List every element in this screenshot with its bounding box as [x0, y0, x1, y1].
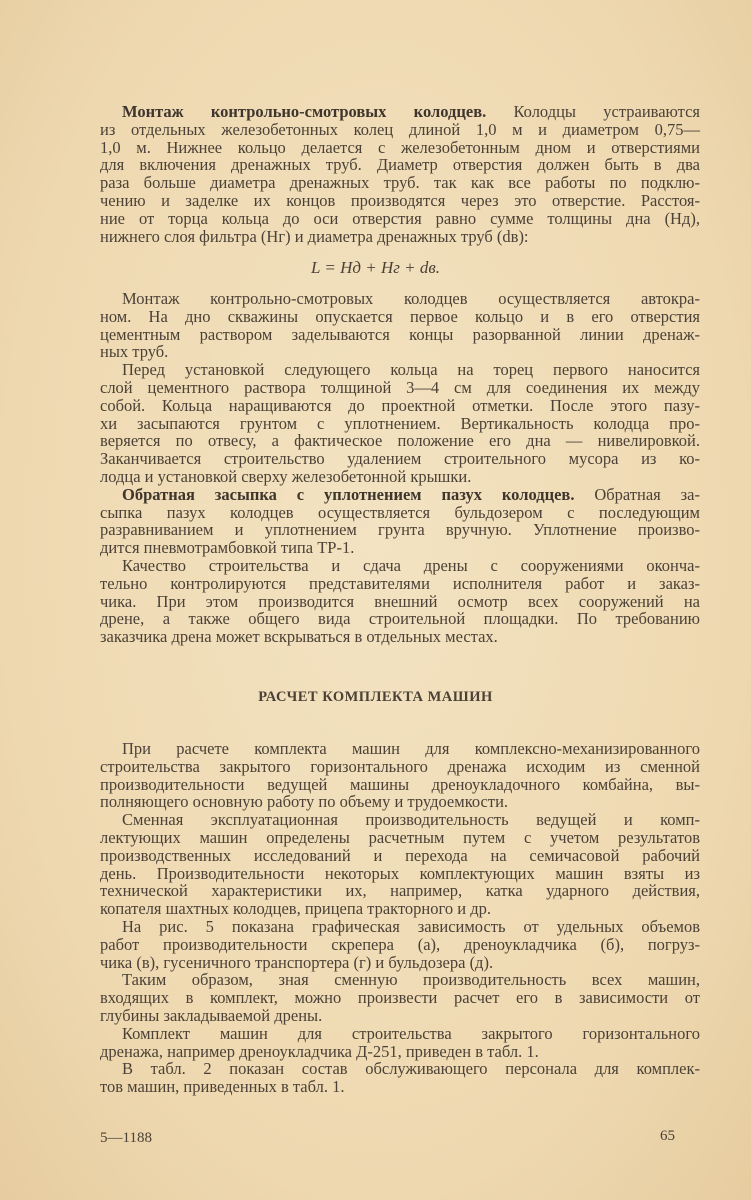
paragraph-line: [100, 936, 700, 954]
page-number: 65: [660, 1128, 675, 1144]
paragraph-line: [100, 971, 700, 989]
paragraph-line: [100, 628, 700, 646]
paragraph-line: [100, 829, 700, 847]
line-text: слой цементного раствора толщиной 3—4 см для соединения их между: [100, 377, 700, 397]
paragraph-line: [100, 174, 700, 192]
paragraph-line: [100, 210, 700, 228]
line-text: производительности ведущей машины дреноукладочного комбайна, вы-: [100, 774, 700, 794]
line-text: для включения дренажных труб. Диаметр отверстия должен быть в два: [100, 155, 700, 175]
line-text: цементным раствором заделываются концы разорванной линии дренаж-: [100, 324, 700, 344]
paragraph-line: [100, 192, 700, 210]
paragraph-line: [100, 758, 700, 776]
paragraph-line: [100, 882, 700, 900]
line-text: чика. При этом производится внешний осмотр всех сооружений на: [100, 591, 700, 611]
line-text: заказчика дрена может вскрываться в отдельных местах.: [100, 627, 498, 647]
paragraph-line: [100, 308, 700, 326]
paragraph-line: [100, 415, 700, 433]
paragraph-line: [100, 1007, 700, 1025]
paragraph-line: [100, 1078, 700, 1096]
paragraph-line: [100, 468, 700, 486]
line-text: тов машин, приведенных в табл. 1.: [100, 1077, 345, 1097]
paragraph-line: [100, 521, 700, 539]
line-text: нижнего слоя фильтра (Hг) и диаметра дренажных труб (dв):: [100, 226, 529, 246]
line-text: Обратная за-: [574, 484, 700, 504]
line-text: чению и заделке их концов производятся через это отверстие. Расстоя-: [100, 190, 700, 210]
section-wells-continued: [100, 290, 700, 646]
formula: L = Hд + Hг + dв.: [311, 258, 440, 277]
line-text: лектующих машин определены расчетным путем с учетом результатов: [100, 827, 700, 847]
paragraph-line: [100, 290, 700, 308]
line-text: ных труб.: [100, 342, 169, 362]
paragraph-line: [100, 504, 700, 522]
section-heading: РАСЧЕТ КОМПЛЕКТА МАШИН: [258, 689, 493, 705]
paragraph-line: [100, 139, 700, 157]
line-text: чика (в), гусеничного транспортера (г) и бульдозера (д).: [100, 952, 494, 972]
line-text: входящих в комплект, можно произвести расчет его в зависимости от: [100, 988, 700, 1008]
line-text: веряется по отвесу, а фактическое положение его дна — нивелировкой.: [100, 431, 700, 451]
paragraph-line: [100, 954, 700, 972]
paragraph-bold-lead: Монтаж контрольно-смотровых колодцев.: [122, 102, 487, 121]
line-text: Заканчивается строительство удалением строительного мусора из ко-: [100, 449, 700, 469]
paragraph-line: [100, 1043, 700, 1061]
line-text: При расчете комплекта машин для комплексно-механизированного: [122, 739, 700, 758]
paragraph-line: [100, 793, 700, 811]
line-text: день. Производительности некоторых комплектующих машин взяты из: [100, 863, 700, 883]
paragraph-line: [100, 156, 700, 174]
paragraph-line: [100, 121, 700, 139]
paragraph-line: [100, 379, 700, 397]
line-text: разравниванием и уплотнением грунта вручную. Уплотнение произво-: [100, 520, 700, 540]
paragraph-line: [100, 900, 700, 918]
paragraph-line: [100, 575, 700, 593]
paragraph-line: [100, 865, 700, 883]
paragraph-line: [100, 610, 700, 628]
printer-signature: 5—1188: [100, 1130, 152, 1146]
line-text: глубины закладываемой дрены.: [100, 1005, 323, 1025]
line-text: ном. На дно скважины опускается первое кольцо и в его отверстия: [100, 306, 700, 326]
line-text: сыпка пазух колодцев осуществляется бульдозером с последующим: [100, 502, 700, 522]
line-text: технической характеристики их, например, катка ударного действия,: [100, 881, 700, 901]
line-text: Сменная эксплуатационная производительность ведущей и комп-: [122, 810, 700, 830]
paragraph-line: [100, 361, 700, 379]
line-text: тельно контролируются представителями исполнителя работ и заказ-: [100, 573, 700, 593]
line-text: В табл. 2 показан состав обслуживающего персонала для комплек-: [122, 1059, 700, 1079]
line-text: раза больше диаметра дренажных труб. так как все работы по подклю-: [100, 173, 700, 193]
paragraph-line: [100, 103, 700, 121]
paragraph-line: [100, 1060, 700, 1078]
paragraph-line: [100, 326, 700, 344]
paragraph-bold-lead: Обратная засыпка с уплотнением пазух колодцев.: [122, 484, 575, 504]
paragraph-line: [100, 918, 700, 936]
paragraph-line: [100, 811, 700, 829]
paragraph-line: [100, 847, 700, 865]
line-text: Комплект машин для строительства закрытого горизонтального: [122, 1023, 700, 1043]
paragraph-line: [100, 740, 700, 758]
paragraph-line: [100, 432, 700, 450]
paragraph-line: [100, 486, 700, 504]
line-text: строительства закрытого горизонтального дренажа исходим из сменной: [100, 756, 700, 776]
line-text: работ производительности скрепера (а), дреноукладчика (б), погруз-: [100, 934, 700, 954]
line-text: дренажа, например дреноукладчика Д-251, приведен в табл. 1.: [100, 1041, 539, 1061]
line-text: Качество строительства и сдача дрены с сооружениями оконча-: [122, 555, 700, 575]
line-text: производственных исследований и перехода на семичасовой рабочий: [100, 845, 700, 865]
paragraph-line: [100, 1025, 700, 1043]
paragraph-line: [100, 557, 700, 575]
section-machine-set: [100, 740, 700, 1096]
line-text: собой. Кольца наращиваются до проектной отметки. После этого пазу-: [100, 395, 700, 415]
line-text: Таким образом, зная сменную производительность всех машин,: [122, 970, 700, 990]
line-text: копателя шахтных колодцев, прицепа тракторного и др.: [100, 899, 491, 919]
paragraph-line: [100, 343, 700, 361]
line-text: Перед установкой следующего кольца на торец первого наносится: [122, 360, 700, 380]
line-text: На рис. 5 показана графическая зависимость от удельных объемов: [122, 916, 700, 936]
line-text: Колодцы устраиваются: [486, 102, 700, 121]
line-text: лодца и установкой сверху железобетонной крышки.: [100, 466, 472, 486]
paragraph-line: [100, 593, 700, 611]
line-text: хи засыпаются грунтом с уплотнением. Вертикальность колодца про-: [100, 413, 700, 433]
section-wells-mounting: [100, 103, 700, 245]
line-text: полняющего основную работу по объему и трудоемкости.: [100, 792, 509, 812]
line-text: из отдельных железобетонных колец длиной 1,0 м и диаметром 0,75—: [100, 119, 700, 139]
paragraph-line: [100, 228, 700, 246]
paragraph-line: [100, 397, 700, 415]
line-text: ние от торца кольца до оси отверстия равно сумме толщины дна (Hд),: [100, 208, 700, 228]
paragraph-line: [100, 989, 700, 1007]
line-text: 1,0 м. Нижнее кольцо делается с железобетонным дном и отверстиями: [100, 137, 700, 157]
line-text: дрене, а также общего вида строительной площадки. По требованию: [100, 609, 700, 629]
paragraph-line: [100, 450, 700, 468]
line-text: дится пневмотрамбовкой типа ТР-1.: [100, 538, 355, 558]
paragraph-line: [100, 776, 700, 794]
line-text: Монтаж контрольно-смотровых колодцев осуществляется автокра-: [122, 289, 700, 308]
paragraph-line: [100, 539, 700, 557]
